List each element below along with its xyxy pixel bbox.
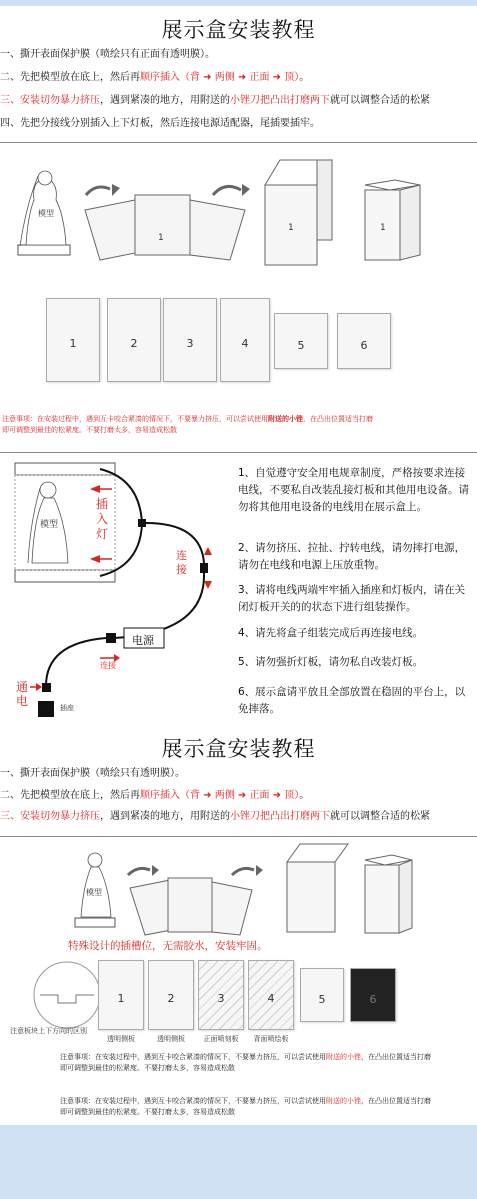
caution-note-2 [60, 1052, 472, 1074]
model-label: 模型 [86, 888, 102, 897]
divider [0, 142, 477, 143]
note-text-2: 即可调整到最佳的松紧度。不要打磨太多，容易造成松散 [60, 1108, 235, 1116]
note-file: 附送的小锉 [326, 1053, 361, 1061]
note-text-end: ，在凸出位置适当打磨 [361, 1053, 431, 1061]
step-2-end: 。 [299, 790, 310, 801]
safety-rule-4: 4、请先将盒子组装完成后再连接电线。 [238, 627, 424, 639]
panel-6 [350, 968, 396, 1022]
safety-rule-2: 2、请勿挤压、拉扯、拧转电线，请勿摔打电源，请勿在电线和电源上压放重物。 [238, 542, 466, 571]
safety-rule-1: 1、自觉遵守安全用电规章制度，严格按要求连接电线，不要私自改装乱接灯板和其他用电设备。请勿将其他用电设备的电线用在展示盒上。 [238, 467, 469, 513]
panel-5 [300, 968, 344, 1022]
panel-number: 6 [360, 338, 368, 352]
panel-number: 3 [217, 992, 225, 1006]
safety-rule-5: 5、请勿强折灯板，请勿私自改装灯板。 [238, 656, 424, 668]
panel-number: 2 [130, 336, 138, 350]
arrow-icon [128, 868, 150, 875]
arrow-head-icon [242, 184, 250, 196]
panel-number: 6 [369, 992, 377, 1006]
slot-design-note: 特殊设计的插槽位，无需胶水，安装牢固。 [68, 940, 268, 952]
step-3-warning: 三、安装切勿暴力挤压 [0, 811, 100, 822]
assembly-illustration [0, 150, 477, 275]
assembled-label: 1 [288, 223, 294, 233]
step-2-text: 二、先把模型放在底上，然后再 [0, 790, 140, 801]
step-3 [0, 810, 430, 824]
assembly-illustration-2 [0, 840, 477, 940]
power-label: 电源 [132, 634, 154, 647]
top-band [0, 0, 477, 6]
panel-3 [198, 960, 244, 1043]
panel-1 [46, 298, 100, 382]
note-text: 注意事项：在安装过程中，遇到互卡咬合紧凑的情况下，不要暴力挤压，可以尝试使用 [2, 415, 268, 423]
panel-number: 5 [318, 992, 326, 1006]
step-4: 四、先把分接线分别插入上下灯板，然后连接电源适配器，尾插要插牢。 [0, 118, 320, 129]
panel-4 [248, 960, 294, 1043]
model-label: 模型 [38, 209, 54, 218]
connector-icon [200, 563, 208, 573]
panel-number: 4 [241, 336, 249, 350]
wiring-diagram [0, 455, 235, 725]
note-file: 附送的小锉 [326, 1097, 361, 1105]
step-2-text: 二、先把模型放在底上，然后再 [0, 72, 140, 83]
note-text: 注意事项：在安装过程中，遇到互卡咬合紧凑的情况下，不要暴力挤压，可以尝试使用 [60, 1053, 326, 1061]
panel-6 [337, 313, 391, 369]
panel-number: 1 [69, 336, 77, 350]
divider [0, 836, 477, 837]
slot-detail-magnifier [32, 960, 102, 1030]
step-3-file: 小锉刀把凸出打磨两下 [230, 95, 330, 106]
step-3-text: ，遇到紧凑的地方，用附送的 [100, 95, 230, 106]
note-text-end: ，在凸出位置适当打磨 [303, 415, 373, 423]
step-3-text: ，遇到紧凑的地方，用附送的 [100, 811, 230, 822]
note-text-2: 即可调整到最佳的松紧度。不要打磨太多，容易造成松散 [2, 426, 177, 434]
panel-number: 2 [167, 992, 175, 1006]
assembled-box-icon [287, 844, 348, 932]
wire [146, 523, 204, 563]
step-3-end: 就可以调整合适的松紧 [330, 811, 430, 822]
step-2 [0, 71, 309, 85]
step-3 [0, 94, 430, 108]
insert-light-label: 插入灯 [96, 497, 109, 541]
panel-number: 5 [297, 338, 305, 352]
arrow-icon [213, 186, 241, 195]
step-3-end: 就可以调整合适的松紧 [330, 95, 430, 106]
step-2-end: 。 [299, 72, 310, 83]
note-file: 附送的小锉 [268, 415, 303, 423]
unfolding-box-icon [130, 878, 252, 935]
note-text-2: 即可调整到最佳的松紧度。不要打磨太多，容易造成松散 [60, 1064, 235, 1072]
arrow-up-icon [204, 547, 212, 555]
outlet-power-label: 通电 [16, 680, 29, 708]
closed-box-icon [365, 855, 412, 933]
panel-caption: 透明侧板 [107, 1035, 135, 1043]
panel-caption: 透明侧板 [157, 1035, 185, 1043]
connect-label: 连接 [176, 549, 187, 576]
note-text: 注意事项：在安装过程中，遇到互卡咬合紧凑的情况下，不要暴力挤压，可以尝试使用 [60, 1097, 326, 1105]
connect-label-2: 连接 [100, 661, 116, 670]
socket-icon [38, 701, 54, 717]
arrow-icon [232, 868, 254, 875]
socket-label: 插座 [60, 704, 74, 712]
page-title-2: 展示盒安装教程 [161, 737, 316, 761]
panel-3 [163, 298, 217, 382]
wire [46, 638, 106, 686]
updown-note: 注意板块上下方向的区别 [10, 1027, 87, 1035]
step-3-warning: 三、安装切勿暴力挤压 [0, 95, 100, 106]
closed-box-icon [365, 180, 420, 260]
plug-icon [42, 683, 51, 692]
step-3-file: 小锉刀把凸出打磨两下 [230, 811, 330, 822]
box-label: 1 [380, 223, 386, 233]
panel-5 [274, 313, 328, 369]
caution-note-3 [60, 1096, 472, 1118]
arrow-icon [86, 187, 110, 195]
caution-note [2, 414, 477, 436]
step-2-order: 顺序插入（背 ➜ 两侧 ➜ 正面 ➜ 顶） [140, 790, 300, 801]
panel-number: 3 [186, 336, 194, 350]
step-2-order: 顺序插入（背 ➜ 两侧 ➜ 正面 ➜ 顶） [140, 72, 300, 83]
splitter-icon [138, 519, 146, 527]
panel-caption: 背面喷绘板 [253, 1035, 289, 1043]
assembled-box-icon [265, 160, 332, 265]
svg-text:1: 1 [158, 233, 164, 243]
step-1: 一、撕开表面保护膜（喷绘只有透明膜）。 [0, 768, 185, 779]
panel-number: 1 [117, 992, 125, 1006]
panel-2 [107, 298, 161, 382]
divider [0, 452, 477, 453]
arrow-down-icon [204, 581, 212, 589]
panel-number: 4 [267, 992, 275, 1006]
note-text-end: ，在凸出位置适当打磨 [361, 1097, 431, 1105]
arrow-head-icon [112, 184, 120, 196]
panel-2 [148, 960, 194, 1043]
model-label: 模型 [40, 520, 59, 530]
unfolding-box-icon [85, 195, 245, 260]
safety-rule-6: 6、展示盒请平放且全部放置在稳固的平台上，以免摔落。 [238, 686, 466, 715]
safety-rule-3: 3、请将电线两端牢牢插入插座和灯板内，请在关闭灯板开关的的状态下进行组装操作。 [238, 584, 466, 613]
step-2 [0, 789, 309, 803]
panel-caption: 正面喷刻板 [203, 1035, 239, 1043]
step-1: 一、撕开表面保护膜（喷绘只有正面有透明膜）。 [0, 49, 215, 60]
page-title: 展示盒安装教程 [161, 18, 316, 42]
panel-1 [98, 960, 144, 1043]
panel-4 [220, 298, 270, 382]
adapter-plug-icon [106, 633, 116, 643]
